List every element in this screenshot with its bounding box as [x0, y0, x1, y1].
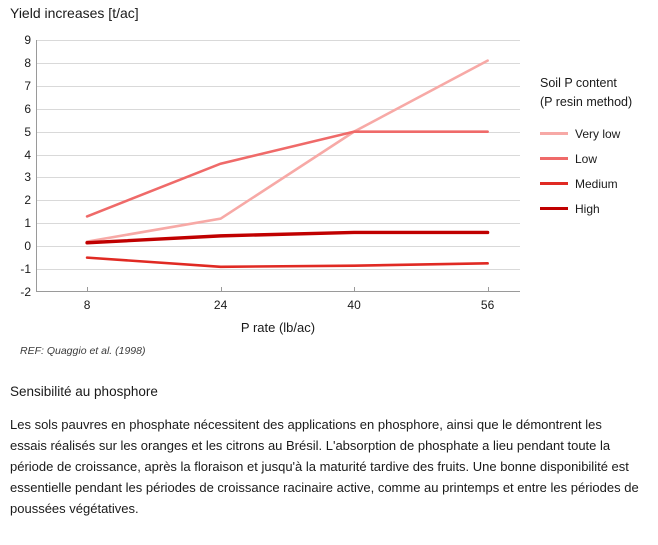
reference-note: REF: Quaggio et al. (1998) [20, 345, 146, 357]
legend-line-swatch [540, 157, 568, 160]
legend-line-swatch [540, 207, 568, 210]
legend-title-line-2: (P resin method) [540, 95, 633, 109]
y-axis-tick-label: 2 [24, 193, 31, 208]
series-line [87, 258, 488, 267]
y-axis-tick-label: 9 [24, 33, 31, 47]
legend-item-label: Very low [575, 126, 621, 141]
y-axis-tick-label: 8 [24, 55, 31, 70]
x-axis-title: P rate (lb/ac) [240, 320, 316, 335]
x-axis-tick-label: 40 [347, 298, 361, 312]
legend-line-swatch [540, 132, 568, 135]
y-axis-tick-label: 3 [24, 170, 31, 185]
chart-title: Yield increases [t/ac] [10, 5, 139, 21]
legend-item [540, 121, 658, 146]
legend-line-swatch [540, 182, 568, 185]
legend-item-label: Low [575, 151, 598, 166]
chart-legend [540, 74, 658, 221]
legend-item [540, 146, 658, 171]
section-heading: Sensibilité au phosphore [10, 384, 158, 399]
y-axis-tick-label: 0 [24, 239, 31, 254]
legend-title-line-1: Soil P content [540, 76, 617, 90]
x-axis-tick-label: 56 [480, 298, 495, 312]
x-axis-tick-label: 8 [83, 298, 91, 312]
legend-item [540, 196, 658, 221]
series-line [87, 61, 488, 242]
legend-item-label: High [575, 201, 600, 216]
y-axis-tick-label: -2 [20, 285, 31, 299]
y-axis-tick-label: -1 [20, 262, 31, 277]
plot-area [20, 33, 520, 312]
body-paragraph: Les sols pauvres en phosphate nécessitent des applications en phosphore, ainsi que le démontrent les essais réalisés sur les oranges et les citrons au Brésil. L'absorption de phosphate a lieu pendant toute la période de croissance, après la floraison et jusqu'à la maturité tardive des fruits. Une bonne disponibilité est essentielle pendant les périodes de croissance racinaire active, comme au printemps et entre les périodes de poussées végétatives. [10, 417, 639, 516]
y-axis-tick-label: 1 [24, 216, 31, 231]
y-axis-tick-label: 4 [24, 147, 31, 162]
chart-figure [0, 28, 530, 338]
legend-item-label: Medium [575, 176, 618, 191]
series-layer [37, 40, 521, 292]
series-line [87, 232, 488, 242]
x-axis-tick-label: 24 [213, 298, 228, 312]
legend-item-list [540, 121, 658, 221]
y-axis-tick-label: 5 [24, 124, 31, 139]
y-axis-tick-label: 7 [24, 78, 31, 93]
y-axis-tick-label: 6 [24, 101, 31, 116]
legend-item [540, 171, 658, 196]
